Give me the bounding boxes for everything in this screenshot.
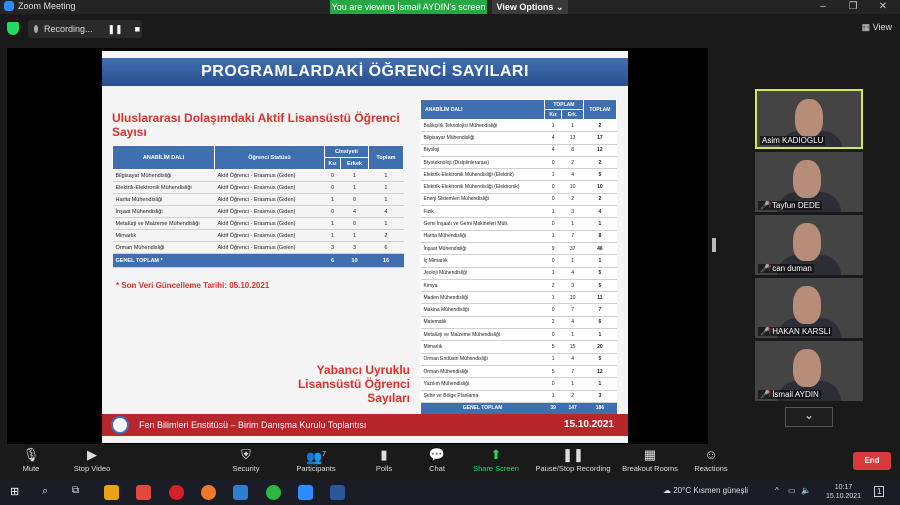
table-cell: 1 <box>583 255 616 267</box>
table-cell: İç Mimarlık <box>421 255 545 267</box>
table-cell: 5 <box>583 279 616 291</box>
participant-tile[interactable] <box>755 215 863 275</box>
view-options-label: View Options <box>496 2 554 12</box>
table-row <box>421 120 617 132</box>
table-cell: Fizik <box>421 206 545 218</box>
table-cell: 1 <box>368 218 403 230</box>
table-cell: 5 <box>545 341 562 353</box>
table-cell: 15 <box>562 341 584 353</box>
table-cell: 10 <box>583 181 616 193</box>
participants-count: 7 <box>322 451 327 458</box>
table-cell: 3 <box>562 206 584 218</box>
view-options-button[interactable] <box>492 0 568 14</box>
breakout-rooms-button[interactable] <box>620 446 680 478</box>
microphone-icon: 🎙 <box>22 447 40 462</box>
security-button[interactable] <box>226 446 266 478</box>
weather-widget[interactable] <box>663 486 748 495</box>
table-row <box>421 304 617 316</box>
table-cell: Yazılım Mühendisliği <box>421 378 545 390</box>
footer-text: Fen Bilimleri Enstitüsü – Birim Danışma Kurulu Toplantısı <box>139 420 367 430</box>
network-icon[interactable]: ▭ <box>788 486 796 495</box>
table-cell: 1 <box>368 182 403 194</box>
table-cell: 4 <box>562 316 584 328</box>
table-row <box>421 181 617 193</box>
table-cell: Matematik <box>421 316 545 328</box>
th-rt-department: ANABİLİM DALI <box>421 100 545 120</box>
weather-text: 20°C Kısmen güneşli <box>673 486 749 495</box>
table-cell: 0 <box>545 193 562 205</box>
table-cell: 0 <box>545 156 562 168</box>
table-cell: GENEL TOPLAM <box>421 402 545 414</box>
pause-recording-icon[interactable]: ❚❚ <box>107 23 123 34</box>
table-cell: 0 <box>325 182 341 194</box>
institute-logo <box>111 416 129 434</box>
th-gender: Cinsiyeti <box>325 146 369 158</box>
end-meeting-button[interactable]: End <box>853 452 891 470</box>
reactions-button[interactable] <box>692 446 730 478</box>
notification-center-icon[interactable] <box>874 486 884 497</box>
table-cell: 1 <box>583 329 616 341</box>
table-cell: 1 <box>341 230 369 242</box>
participants-icon: 👥$^7$ <box>305 449 327 465</box>
participant-name-text: HAKAN KARSLI <box>772 327 831 336</box>
slide-footer <box>102 414 628 436</box>
table-cell: 7 <box>562 304 584 316</box>
table-cell: 8 <box>562 144 584 156</box>
table-cell: Orman Mühendisliği <box>421 365 545 377</box>
muted-mic-icon: 🎤̸ <box>760 390 773 399</box>
windows-taskbar <box>0 480 900 505</box>
participant-face <box>793 286 821 324</box>
table-cell: 10 <box>562 292 584 304</box>
mute-label: Mute <box>22 464 40 473</box>
th-rt-total-group: TOPLAM <box>545 100 584 110</box>
table-cell: 1 <box>325 230 341 242</box>
table-cell: 17 <box>583 132 616 144</box>
table-cell: 2 <box>583 156 616 168</box>
presentation-slide <box>102 51 628 443</box>
taskbar-clock[interactable] <box>826 483 861 501</box>
table-row <box>421 132 617 144</box>
table-row <box>113 218 404 230</box>
table-row <box>421 193 617 205</box>
restore-icon[interactable]: ❐ <box>848 1 858 12</box>
table-cell: Aktif Öğrenci - Erasmus (Gelen) <box>215 242 325 254</box>
table-cell: Aktif Öğrenci - Erasmus (Giden) <box>215 170 325 182</box>
minimize-icon[interactable]: – <box>820 1 826 12</box>
table-cell: Aktif Öğrenci - Erasmus (Giden) <box>215 206 325 218</box>
stop-video-label: Stop Video <box>73 464 111 473</box>
encryption-shield-icon[interactable] <box>7 22 19 35</box>
international-students-table <box>112 145 404 268</box>
table-cell: 4 <box>562 353 584 365</box>
table-cell: 4 <box>562 169 584 181</box>
table-cell: İnşaat Mühendisliği <box>421 242 545 254</box>
table-cell: Elektrik-Elektronik Mühendisliği (Elektrik) <box>421 169 545 181</box>
mute-button[interactable] <box>14 446 48 478</box>
table-row <box>113 206 404 218</box>
table-row <box>421 390 617 402</box>
table-cell: 7 <box>562 365 584 377</box>
table-row <box>421 341 617 353</box>
table-cell: Makina Mühendisliği <box>421 304 545 316</box>
zoom-taskbar-icon[interactable] <box>298 485 313 500</box>
th-male: Erkek <box>341 158 369 170</box>
table-cell: İnşaat Mühendisliği <box>113 206 215 218</box>
table-cell: 3 <box>583 390 616 402</box>
table-cell: 7 <box>562 230 584 242</box>
view-label: View <box>872 22 892 32</box>
table-row <box>421 242 617 254</box>
table-cell: GENEL TOPLAM * <box>113 254 215 268</box>
table-cell: 1 <box>562 218 584 230</box>
participant-name-text: İsmail AYDIN <box>772 390 819 399</box>
clock-time: 10:17 <box>834 484 853 491</box>
table-cell: Orman Endüstri Mühendisliği <box>421 353 545 365</box>
shared-screen <box>7 48 708 444</box>
clock-date: 15.10.2021 <box>826 493 862 500</box>
share-arrow-icon: ⬆ <box>490 447 502 462</box>
recording-indicator <box>28 20 142 38</box>
remote-desktop-icon[interactable] <box>233 485 248 500</box>
table-cell: 2 <box>562 156 584 168</box>
word-icon[interactable] <box>330 485 345 500</box>
table-cell: 4 <box>545 132 562 144</box>
volume-icon[interactable]: 🔈 <box>801 486 811 495</box>
table-cell: 1 <box>545 206 562 218</box>
table-cell: 5 <box>583 169 616 181</box>
chat-button[interactable] <box>424 446 450 478</box>
table-cell: 0 <box>545 255 562 267</box>
opera-icon[interactable] <box>169 485 184 500</box>
smiley-icon: ☺ <box>704 447 718 462</box>
table-cell: 1 <box>368 170 403 182</box>
table-cell: 1 <box>545 353 562 365</box>
participant-tile[interactable] <box>755 341 863 401</box>
table-row <box>113 230 404 242</box>
table-cell: 3 <box>325 242 341 254</box>
participant-face <box>793 349 821 387</box>
table-cell: 3 <box>562 279 584 291</box>
chat-bubble-icon: 💬 <box>428 447 446 462</box>
table-row <box>421 365 617 377</box>
polls-button[interactable] <box>370 446 398 478</box>
participant-face <box>793 223 821 261</box>
table-cell: 46 <box>583 242 616 254</box>
table-cell <box>215 254 325 268</box>
participant-name <box>758 327 832 336</box>
participants-button[interactable] <box>291 446 341 478</box>
table-cell: 4 <box>562 267 584 279</box>
table-cell: 1 <box>545 169 562 181</box>
update-note: * Son Veri Güncelleme Tarihi: 05.10.2021 <box>116 281 270 290</box>
table-cell: Orman Mühendisliği <box>113 242 215 254</box>
muted-mic-icon: 🎤̸ <box>760 201 773 210</box>
task-view-icon[interactable]: ⧉ <box>72 485 80 496</box>
table-cell: 186 <box>583 402 616 414</box>
pause-recording-label: Pause/Stop Recording <box>535 464 611 473</box>
pause-icon: ❚❚ <box>562 447 584 462</box>
table-cell: 0 <box>341 218 369 230</box>
table-cell: 0 <box>545 329 562 341</box>
muted-mic-icon: 🎤̸ <box>760 327 773 336</box>
stop-video-button[interactable] <box>66 446 118 478</box>
table-row <box>421 353 617 365</box>
table-row <box>421 230 617 242</box>
breakout-label: Breakout Rooms <box>622 464 678 473</box>
title-bar <box>0 0 900 14</box>
table-cell: 4 <box>545 144 562 156</box>
table-cell: 1 <box>341 170 369 182</box>
table-cell: 1 <box>583 218 616 230</box>
app-title <box>4 1 76 11</box>
table-cell: Jeoloji Mühendisliği <box>421 267 545 279</box>
viewing-banner: You are viewing İsmail AYDIN's screen <box>331 2 486 12</box>
table-cell: Biyoloji <box>421 144 545 156</box>
table-cell: 1 <box>545 120 562 132</box>
share-screen-label: Share Screen <box>473 464 519 473</box>
table-row <box>421 144 617 156</box>
share-screen-button[interactable] <box>470 446 522 478</box>
table-cell: 1 <box>545 292 562 304</box>
recording-dot-icon <box>34 25 38 33</box>
table-row <box>421 169 617 181</box>
reactions-label: Reactions <box>694 464 728 473</box>
table-cell: 1 <box>562 255 584 267</box>
table-cell: Enerji Sistemleri Mühendisliği <box>421 193 545 205</box>
foreign-students-heading: Yabancı Uyruklu Lisansüstü Öğrenci Sayıları <box>297 363 410 405</box>
table-cell: 1 <box>562 378 584 390</box>
table-row <box>421 255 617 267</box>
table-cell: 2 <box>545 279 562 291</box>
table-row <box>421 329 617 341</box>
table-cell: Elektrik-Elektronik Mühendisliği <box>113 182 215 194</box>
table-cell: 1 <box>325 194 341 206</box>
table-row <box>421 292 617 304</box>
th-rt-male: Erk. <box>562 110 584 120</box>
zoom-logo-icon <box>4 1 14 11</box>
table-cell: 0 <box>545 181 562 193</box>
table-cell: Aktif Öğrenci - Erasmus (Giden) <box>215 218 325 230</box>
file-explorer-icon[interactable] <box>104 485 119 500</box>
notification-count: 1 <box>877 487 882 496</box>
table-cell: Bilgisayar Mühendisliği <box>113 170 215 182</box>
table-row <box>113 182 404 194</box>
table-cell: 5 <box>545 365 562 377</box>
table-cell: 1 <box>545 230 562 242</box>
table-cell: 5 <box>583 267 616 279</box>
table-cell: 0 <box>545 378 562 390</box>
grid-icon: ▦ <box>861 22 871 32</box>
table-cell: 9 <box>545 242 562 254</box>
table-cell: 0 <box>341 194 369 206</box>
scroll-down-chevron-icon[interactable]: ⌄ <box>785 407 833 427</box>
tray-up-icon[interactable]: ^ <box>775 486 779 495</box>
th-status: Öğrenci Statüsü <box>215 146 325 170</box>
participant-name <box>758 390 821 399</box>
table-cell: 10 <box>341 254 369 268</box>
breakout-rooms-icon: ▦ <box>643 447 657 462</box>
recording-label: Recording... <box>44 24 93 34</box>
table-cell: 3 <box>341 242 369 254</box>
stop-recording-icon[interactable]: ■ <box>134 24 141 34</box>
table-cell: Maden Mühendisliği <box>421 292 545 304</box>
participant-face <box>793 160 821 198</box>
search-icon[interactable]: ⌕ <box>42 485 49 497</box>
table-cell: 0 <box>545 304 562 316</box>
th-department: ANABİLİM DALI <box>113 146 215 170</box>
table-cell: 12 <box>583 144 616 156</box>
table-cell: 6 <box>368 242 403 254</box>
table-row <box>421 218 617 230</box>
footer-date: 15.10.2021 <box>563 419 614 430</box>
th-total: Toplam <box>368 146 403 170</box>
table-cell: 39 <box>545 402 562 414</box>
table-row <box>421 267 617 279</box>
table-row <box>421 378 617 390</box>
th-rt-total: TOPLAM <box>583 100 616 120</box>
th-female: Kız <box>325 158 341 170</box>
table-cell: 1 <box>583 378 616 390</box>
table-cell: 2 <box>562 390 584 402</box>
table-cell: Aktif Öğrenci - Erasmus (Giden) <box>215 230 325 242</box>
participant-name <box>758 264 814 273</box>
table-cell: 1 <box>562 120 584 132</box>
meeting-top-bar <box>0 14 900 44</box>
table-cell: 4 <box>341 206 369 218</box>
table-cell: Şehir ve Bölge Planlama <box>421 390 545 402</box>
table-cell: 6 <box>583 316 616 328</box>
table-cell: Biyoteknoloji (Disiplinlerarası) <box>421 156 545 168</box>
participant-name <box>758 201 822 210</box>
meeting-toolbar <box>0 444 900 480</box>
video-camera-icon: ▶ <box>87 447 97 462</box>
table-cell: 13 <box>562 132 584 144</box>
table-cell: 16 <box>368 254 403 268</box>
table-cell: 0 <box>325 170 341 182</box>
view-button[interactable] <box>862 22 892 33</box>
th-rt-female: Kız <box>545 110 562 120</box>
table-row <box>113 170 404 182</box>
table-cell: 1 <box>545 390 562 402</box>
table-cell: Elektrik-Elektronik Mühendisliği (Elektronik) <box>421 181 545 193</box>
table-cell: 6 <box>325 254 341 268</box>
table-cell: 1 <box>325 218 341 230</box>
table-cell: 1 <box>562 329 584 341</box>
table-cell: Harita Mühendisliği <box>113 194 215 206</box>
left-table-heading: Uluslararası Dolaşımdaki Aktif Lisansüstü Öğrenci Sayısı <box>112 111 400 139</box>
participant-name-text: can duman <box>772 264 812 273</box>
table-cell: 1 <box>368 194 403 206</box>
bar-chart-icon: ▮ <box>380 447 388 462</box>
polls-label: Polls <box>375 464 393 473</box>
table-cell: 2 <box>368 230 403 242</box>
table-cell: 1 <box>341 182 369 194</box>
table-cell: 2 <box>583 193 616 205</box>
table-cell: Mimarlık <box>113 230 215 242</box>
windows-start-icon[interactable]: ⊞ <box>10 486 20 498</box>
table-cell: Kimya <box>421 279 545 291</box>
table-cell: 37 <box>562 242 584 254</box>
table-row <box>113 194 404 206</box>
table-cell: 147 <box>562 402 584 414</box>
participant-tile[interactable] <box>755 89 863 149</box>
table-cell: 2 <box>545 316 562 328</box>
participants-label: Participants <box>296 464 336 473</box>
table-cell: 0 <box>325 206 341 218</box>
table-total-row <box>113 254 404 268</box>
table-row <box>421 156 617 168</box>
table-cell: Balıkçılık Teknolojisi Mühendisliği <box>421 120 545 132</box>
chrome-icon[interactable] <box>136 485 151 500</box>
table-cell: Mimarlık <box>421 341 545 353</box>
table-row <box>421 316 617 328</box>
slide-title: PROGRAMLARDAKİ ÖĞRENCİ SAYILARI <box>102 58 628 86</box>
app-title-text: Zoom Meeting <box>18 1 76 11</box>
security-label: Security <box>232 464 260 473</box>
shield-icon: ⛨ <box>241 447 251 462</box>
table-row <box>421 206 617 218</box>
table-cell: 2 <box>562 193 584 205</box>
table-cell: Gemi İnşaatı ve Gemi Makineleri Müh. <box>421 218 545 230</box>
table-cell: 5 <box>583 353 616 365</box>
table-row <box>421 279 617 291</box>
participant-tile[interactable] <box>755 152 863 212</box>
table-cell: 1 <box>545 267 562 279</box>
table-cell: Aktif Öğrenci - Erasmus (Giden) <box>215 182 325 194</box>
whatsapp-icon[interactable] <box>266 485 281 500</box>
firefox-icon[interactable] <box>201 485 216 500</box>
table-cell: 10 <box>562 181 584 193</box>
table-cell: 20 <box>583 341 616 353</box>
table-cell: 11 <box>583 292 616 304</box>
table-cell: 8 <box>583 230 616 242</box>
foreign-students-table <box>420 99 617 415</box>
table-cell: Harita Mühendisliği <box>421 230 545 242</box>
participant-name-text: Asim KADIOGLU <box>762 136 824 145</box>
table-cell: 7 <box>583 304 616 316</box>
table-cell: 2 <box>583 120 616 132</box>
participant-tile[interactable] <box>755 278 863 338</box>
table-cell: 4 <box>583 206 616 218</box>
table-cell: 0 <box>545 218 562 230</box>
muted-mic-icon: 🎤̸ <box>760 264 773 273</box>
chat-label: Chat <box>429 464 445 473</box>
cloud-icon: ☁ <box>663 486 671 495</box>
table-total-row <box>421 402 617 414</box>
table-cell: Bilgisayar Mühendisliği <box>421 132 545 144</box>
table-cell: Metalürji ve Malzeme Mühendisliği <box>421 329 545 341</box>
splitter-handle[interactable] <box>712 238 716 252</box>
participant-face <box>795 99 823 137</box>
pause-stop-recording-button[interactable] <box>532 446 614 478</box>
table-row <box>113 242 404 254</box>
table-cell: Aktif Öğrenci - Erasmus (Giden) <box>215 194 325 206</box>
participant-name <box>760 136 825 145</box>
participant-name-text: Tayfun DEDE <box>772 201 821 210</box>
close-icon[interactable]: ✕ <box>878 1 888 12</box>
chevron-down-icon: ⌄ <box>555 2 564 12</box>
table-cell: 4 <box>368 206 403 218</box>
table-cell: 12 <box>583 365 616 377</box>
table-cell: Metalürji ve Malzeme Mühendisliği <box>113 218 215 230</box>
